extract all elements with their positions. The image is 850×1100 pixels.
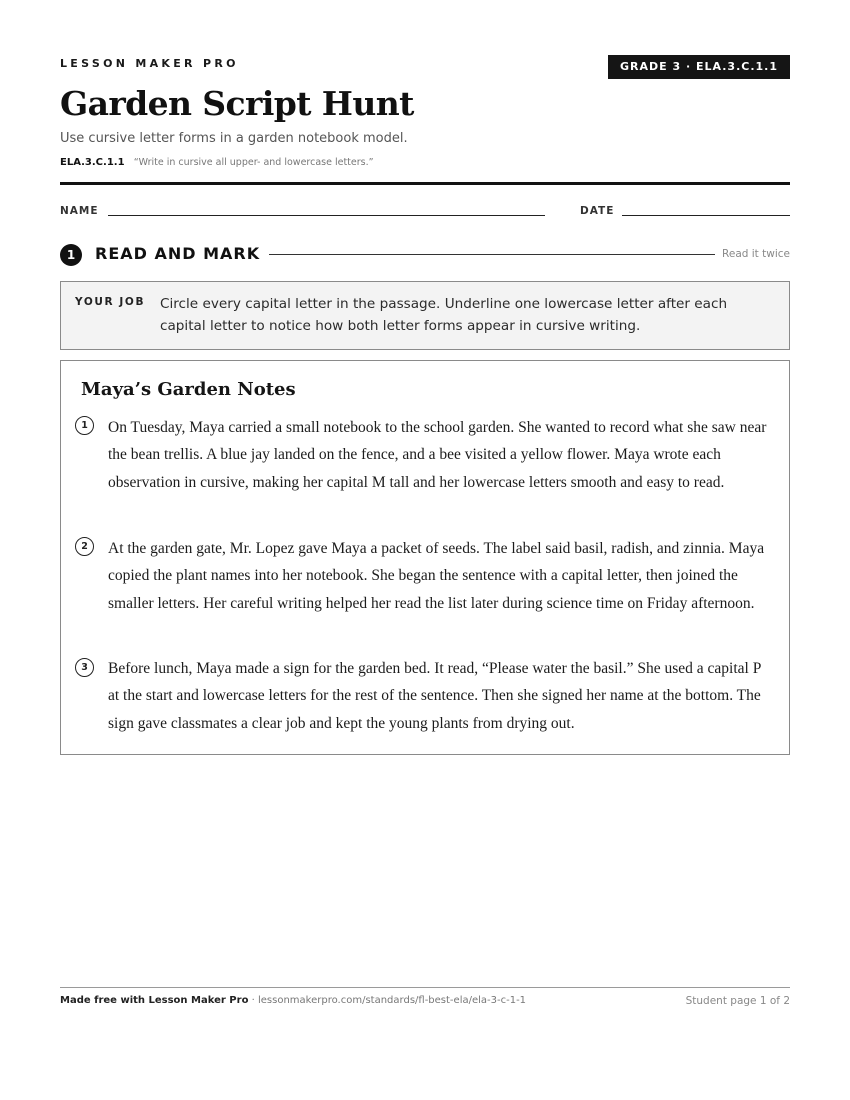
- footer-credit: [60, 995, 526, 1006]
- footer-made-with: Made free with Lesson Maker Pro: [60, 995, 249, 1006]
- standard-line: [60, 157, 374, 168]
- passage-paragraph: At the garden gate, Mr. Lopez gave Maya a packet of seeds. The label said basil, radish, and zinnia. Maya copied the plant names into her notebook. She began the sentence with a capital letter, then joined the smaller letters. Her careful writing helped her read the list later during science time on Friday afternoon.: [108, 540, 765, 612]
- section-title: READ AND MARK: [95, 244, 261, 263]
- standard-description: “Write in cursive all upper- and lowercase letters.”: [133, 157, 374, 168]
- footer-separator: ·: [251, 995, 255, 1006]
- page-subtitle: Use cursive letter forms in a garden notebook model.: [60, 131, 408, 146]
- date-field[interactable]: [622, 215, 790, 216]
- section-divider: [269, 254, 715, 255]
- brand-label: LESSON MAKER PRO: [60, 57, 239, 70]
- worksheet-page: [60, 0, 790, 1100]
- passage-title: Maya’s Garden Notes: [81, 379, 296, 400]
- header-divider: [60, 182, 790, 185]
- name-field[interactable]: [108, 215, 545, 216]
- grade-badge: GRADE 3 · ELA.3.C.1.1: [608, 55, 790, 79]
- paragraph-number-badge: 2: [75, 537, 94, 556]
- standard-code: ELA.3.C.1.1: [60, 157, 125, 168]
- passage-paragraph: On Tuesday, Maya carried a small notebook to the school garden. She wanted to record what she saw near the bean trellis. A blue jay landed on the fence, and a bee visited a yellow flower. Maya wrote each observation in cursive, making her capital M tall and her lowercase letters smooth and easy to read.: [108, 419, 767, 491]
- footer-divider: [60, 987, 790, 988]
- section-number-badge: 1: [60, 244, 82, 266]
- passage-box: [60, 360, 790, 755]
- name-label: NAME: [60, 205, 99, 217]
- section-note: Read it twice: [722, 248, 790, 260]
- footer-url-link[interactable]: lessonmakerpro.com/standards/fl-best-ela/ela-3-c-1-1: [258, 995, 527, 1006]
- passage-paragraph: Before lunch, Maya made a sign for the garden bed. It read, “Please water the basil.” She used a capital P at the start and lowercase letters for the rest of the sentence. Then she signed her name at the bottom. The sign gave classmates a clear job and kept the young plants from drying out.: [108, 660, 761, 732]
- instructions-label: YOUR JOB: [75, 296, 146, 308]
- page-indicator: Student page 1 of 2: [685, 995, 790, 1007]
- date-label: DATE: [580, 205, 615, 217]
- paragraph-number-badge: 1: [75, 416, 94, 435]
- instructions-box: [60, 281, 790, 350]
- instructions-text: Circle every capital letter in the passage. Underline one lowercase letter after each capital letter to notice how both letter forms appear in cursive writing.: [160, 296, 728, 334]
- page-title: Garden Script Hunt: [60, 84, 414, 123]
- paragraph-number-badge: 3: [75, 658, 94, 677]
